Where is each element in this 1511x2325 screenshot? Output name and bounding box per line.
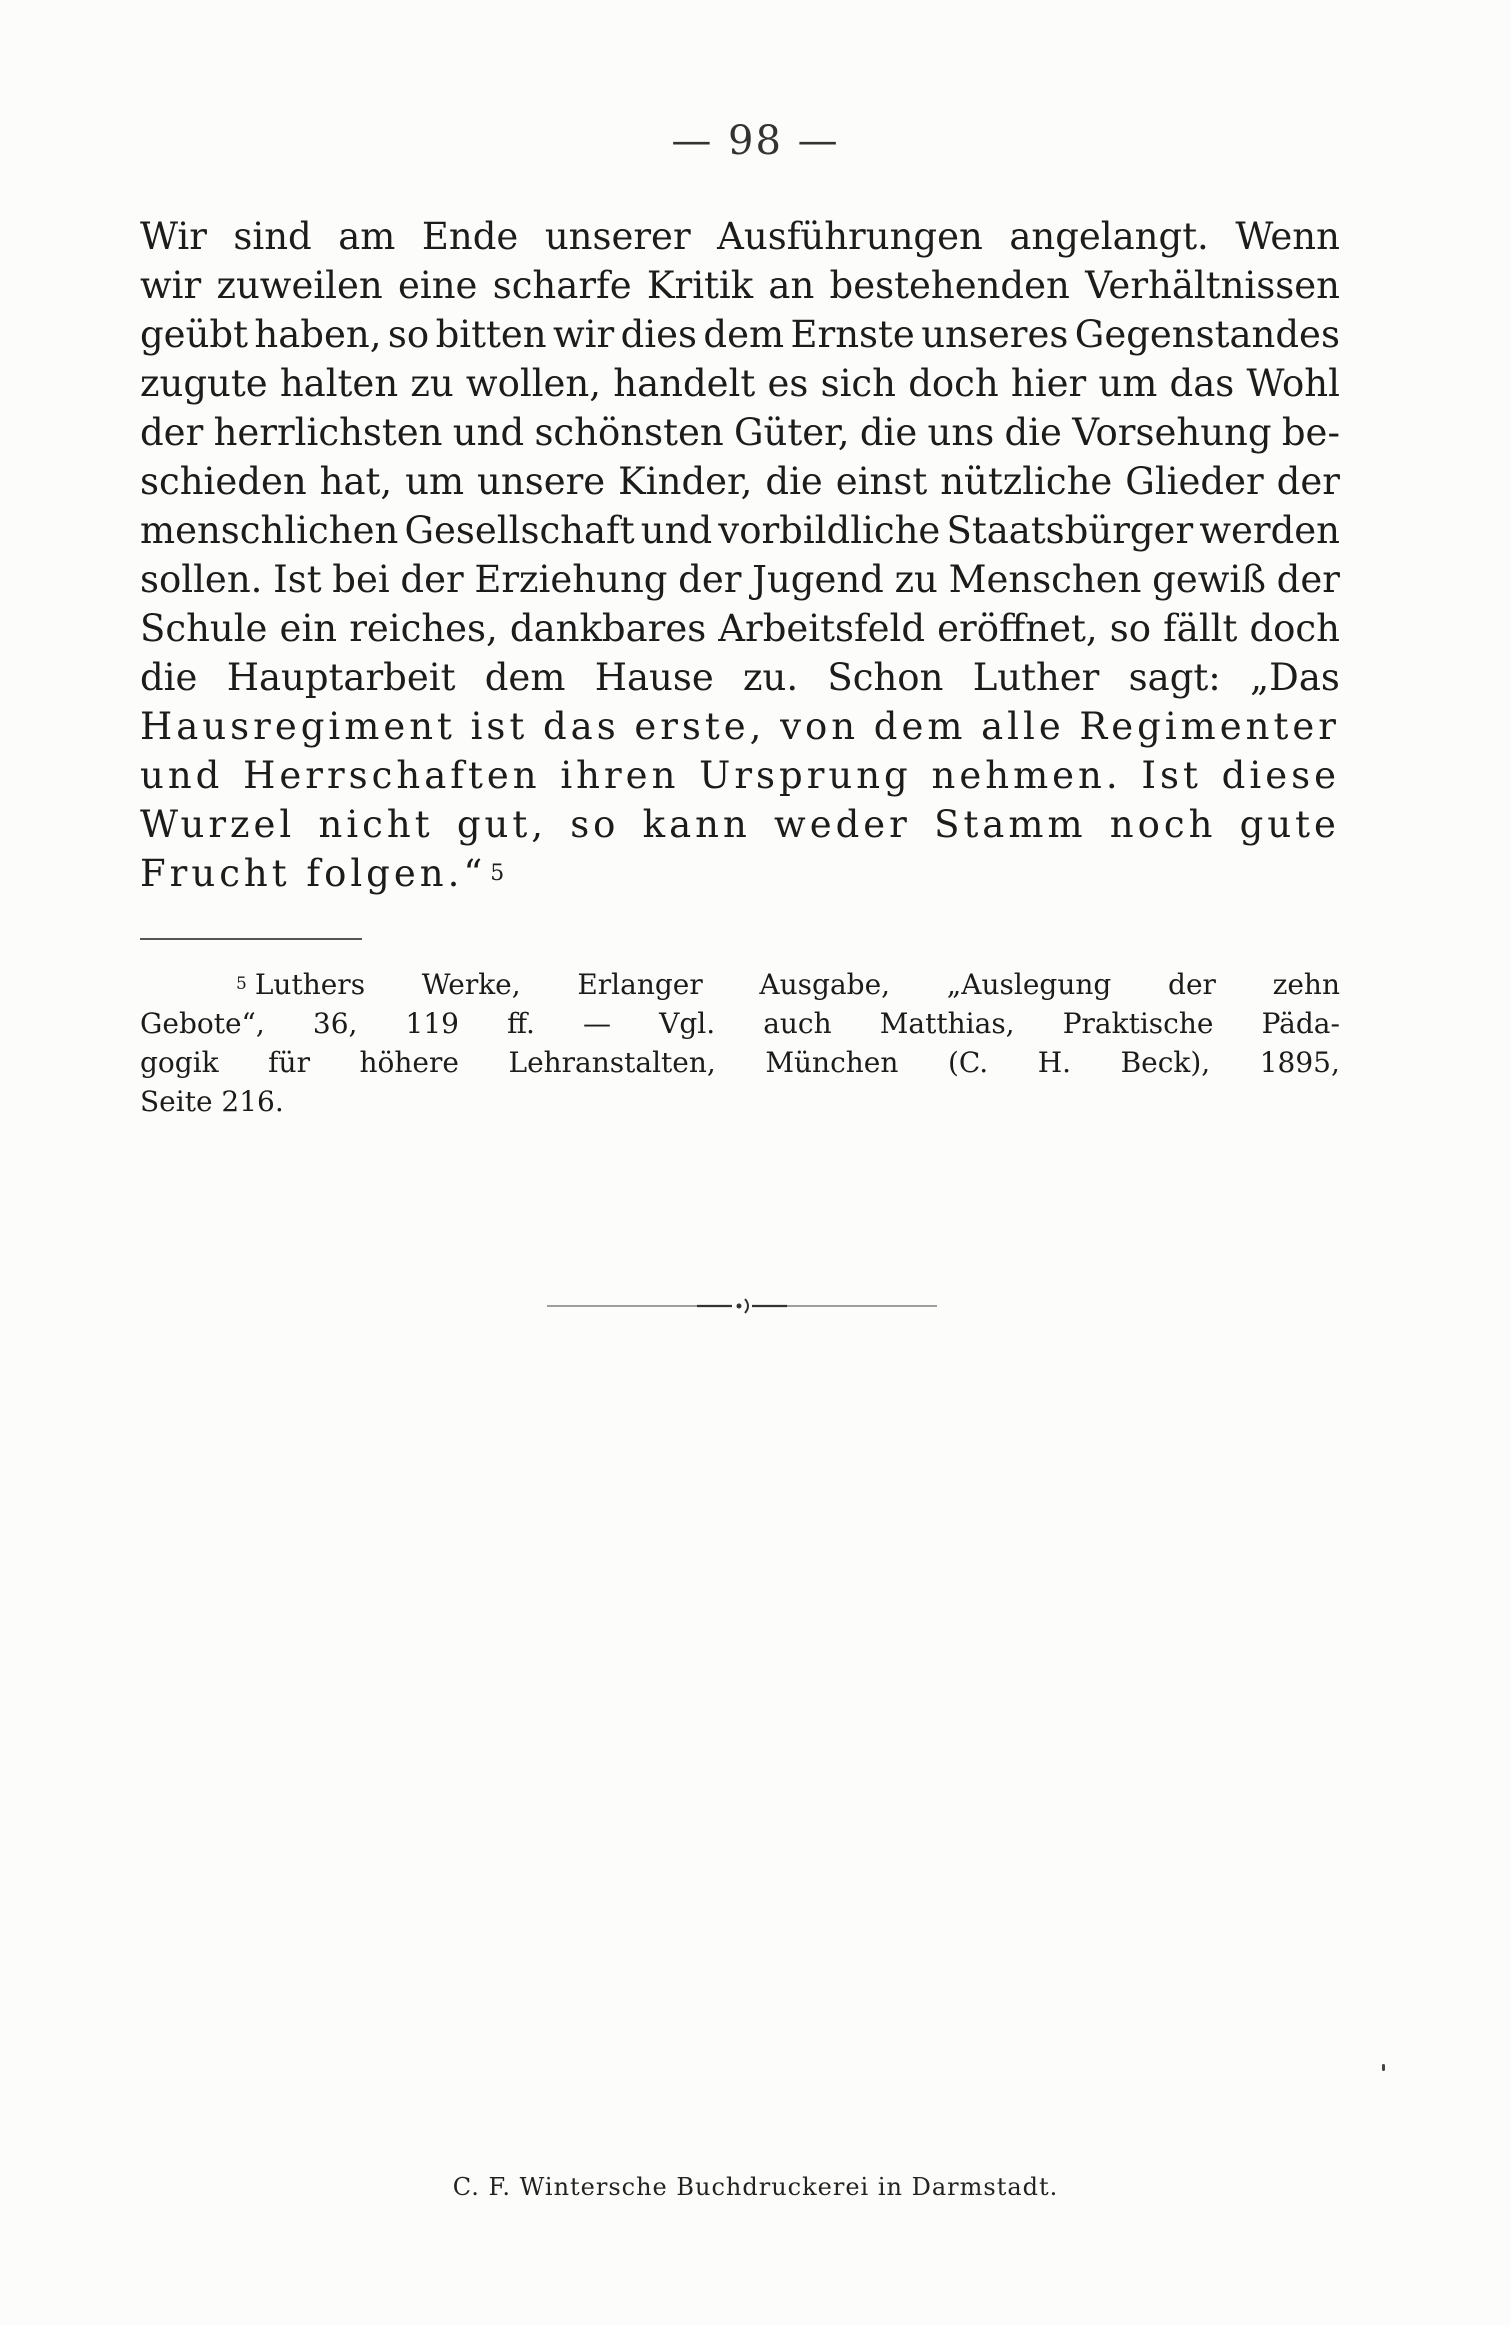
word: gogik: [140, 1046, 219, 1079]
word: am: [338, 215, 396, 258]
word: zu.: [743, 656, 799, 699]
word: haben,: [254, 313, 382, 356]
word: sich: [820, 362, 896, 405]
word: sind: [233, 215, 312, 258]
body-line: [140, 457, 1340, 506]
word: Erlanger: [577, 968, 703, 1001]
word: be-: [1281, 411, 1340, 454]
word: Wohl: [1246, 362, 1340, 405]
word: schieden: [140, 460, 307, 503]
footnote-line: [140, 1004, 1340, 1043]
word: Ernste: [790, 313, 915, 356]
word: Kritik: [646, 264, 754, 307]
word: Schule: [140, 607, 268, 650]
word: 36,: [312, 1007, 358, 1040]
word: Güter,: [733, 411, 850, 454]
word: Vgl.: [659, 1007, 716, 1040]
word: Menschen: [948, 558, 1142, 601]
word: Beck),: [1120, 1046, 1211, 1079]
word: München: [765, 1046, 899, 1079]
word: Päda-: [1261, 1007, 1340, 1040]
word: Hauptarbeit: [226, 656, 456, 699]
word: und: [140, 754, 224, 797]
word: weder: [774, 803, 911, 846]
word: geübt: [140, 313, 248, 356]
word: gute: [1239, 803, 1340, 846]
body-line: [140, 751, 1340, 800]
word: Werke,: [421, 968, 521, 1001]
body-line: [140, 653, 1340, 702]
word: um: [405, 460, 465, 503]
word: herrlichsten: [213, 411, 443, 454]
word: Hausregiment: [140, 705, 456, 748]
word: der: [1168, 968, 1216, 1001]
word: so: [1109, 607, 1152, 650]
word: fällt: [1163, 607, 1238, 650]
word: die: [859, 411, 918, 454]
footnote: [140, 965, 1340, 1121]
word: nehmen.: [931, 754, 1122, 797]
word: unseres: [921, 313, 1069, 356]
word: hier: [1010, 362, 1087, 405]
word: der: [1276, 460, 1340, 503]
end-ornament: [547, 1296, 937, 1316]
word: einst: [835, 460, 928, 503]
word: zu: [410, 362, 454, 405]
word: unserer: [544, 215, 691, 258]
body-line: [140, 359, 1340, 408]
word: der: [678, 558, 742, 601]
body-line-last: [140, 849, 1340, 898]
word: Stamm: [934, 803, 1087, 846]
word: Kinder,: [618, 460, 753, 503]
word: der: [1276, 558, 1340, 601]
body-line: [140, 212, 1340, 261]
body-line: [140, 310, 1340, 359]
word: es: [767, 362, 809, 405]
body-text: [140, 212, 1340, 898]
word: bei: [332, 558, 390, 601]
word: hat,: [319, 460, 393, 503]
word: angelangt.: [1009, 215, 1209, 258]
word: sagt:: [1128, 656, 1221, 699]
word: das: [1169, 362, 1235, 405]
word: Luther: [972, 656, 1100, 699]
word: Schon: [827, 656, 944, 699]
word: unsere: [477, 460, 606, 503]
body-line: [140, 555, 1340, 604]
word: dem: [484, 656, 566, 699]
footnote-line: [140, 1043, 1340, 1082]
word: Ausgabe,: [759, 968, 891, 1001]
word: Ursprung: [699, 754, 912, 797]
word: „Auslegung: [946, 968, 1112, 1001]
word: erste,: [634, 705, 766, 748]
body-line: [140, 800, 1340, 849]
body-line: [140, 408, 1340, 457]
word: handelt: [613, 362, 756, 405]
word: Vorsehung: [1072, 411, 1272, 454]
word: der: [140, 411, 204, 454]
body-line: [140, 506, 1340, 555]
word: 1895,: [1259, 1046, 1340, 1079]
word: wir: [552, 313, 615, 356]
word: Arbeitsfeld: [718, 607, 926, 650]
word: scharfe: [492, 264, 632, 307]
word: das: [542, 705, 620, 748]
word: zehn: [1272, 968, 1340, 1001]
word: doch: [1249, 607, 1340, 650]
word: Herrschaften: [243, 754, 541, 797]
word: eine: [398, 264, 478, 307]
word: um: [1098, 362, 1158, 405]
word: Matthias,: [879, 1007, 1015, 1040]
word: gut,: [456, 803, 547, 846]
word: halten: [279, 362, 399, 405]
word: 119: [405, 1007, 459, 1040]
word: Wir: [140, 215, 207, 258]
word: ihren: [560, 754, 680, 797]
body-line-text: Frucht folgen.“: [140, 852, 487, 895]
word: uns: [927, 411, 995, 454]
word: höhere: [359, 1046, 459, 1079]
footnote-divider: [140, 938, 362, 940]
word: ein: [279, 607, 338, 650]
word: so: [570, 803, 620, 846]
word: doch: [908, 362, 999, 405]
word: sollen.: [140, 558, 263, 601]
word: Praktische: [1062, 1007, 1214, 1040]
word: bestehenden: [829, 264, 1070, 307]
word: Gebote“,: [140, 1007, 265, 1040]
word: (C.: [947, 1046, 989, 1079]
footnote-line-first: [140, 965, 1340, 1004]
footnote-line: Seite 216.: [140, 1085, 284, 1118]
word: ff.: [507, 1007, 535, 1040]
word: die: [765, 460, 823, 503]
body-line: [140, 702, 1340, 751]
word: zuweilen: [216, 264, 383, 307]
body-line: [140, 261, 1340, 310]
word: Hause: [594, 656, 714, 699]
printer-imprint: C. F. Wintersche Buchdruckerei in Darmstadt.: [452, 2173, 1059, 2201]
word: ist: [470, 705, 529, 748]
word: bitten: [435, 313, 547, 356]
word: menschlichen: [140, 509, 399, 552]
word: alle: [981, 705, 1065, 748]
word: Wurzel: [140, 803, 296, 846]
word: von: [780, 705, 860, 748]
word: Erziehung: [474, 558, 668, 601]
word: der: [400, 558, 464, 601]
word: dem: [873, 705, 967, 748]
word: so: [387, 313, 430, 356]
print-speck: [1382, 2064, 1385, 2071]
word: Regimenter: [1079, 705, 1340, 748]
word: Gesellschaft: [404, 509, 635, 552]
word: wir: [140, 264, 202, 307]
word: die: [140, 656, 198, 699]
footnote-line-text: [255, 965, 1340, 1004]
word: eröffnet,: [937, 607, 1098, 650]
word: nützliche: [940, 460, 1113, 503]
word: Wenn: [1235, 215, 1340, 258]
word: nicht: [318, 803, 434, 846]
word: „Das: [1250, 656, 1340, 699]
word: Gegenstandes: [1074, 313, 1340, 356]
word: die: [1004, 411, 1062, 454]
word: Verhältnissen: [1085, 264, 1340, 307]
word: für: [268, 1046, 310, 1079]
body-line: [140, 604, 1340, 653]
footnote-marker: [236, 965, 247, 1004]
word: auch: [763, 1007, 832, 1040]
word: Ende: [421, 215, 519, 258]
word: werden: [1199, 509, 1340, 552]
word: —: [582, 1007, 611, 1040]
word: Jugend: [752, 558, 884, 601]
page-number: — 98 —: [671, 118, 840, 164]
word: Lehranstalten,: [508, 1046, 716, 1079]
word: 5: [236, 974, 247, 994]
word: gewiß: [1152, 558, 1266, 601]
word: kann: [642, 803, 751, 846]
word: noch: [1109, 803, 1217, 846]
word: wollen,: [465, 362, 602, 405]
word: diese: [1221, 754, 1340, 797]
word: Ausführungen: [717, 215, 983, 258]
word: Ist: [1141, 754, 1202, 797]
word: reiches,: [349, 607, 498, 650]
word: dankbares: [509, 607, 707, 650]
word: Glieder: [1125, 460, 1264, 503]
word: dem: [703, 313, 785, 356]
word: Luthers: [254, 968, 366, 1001]
word: schönsten: [534, 411, 724, 454]
footnote-reference: 5: [490, 861, 509, 886]
word: zugute: [140, 362, 268, 405]
word: H.: [1037, 1046, 1072, 1079]
word: zu: [894, 558, 938, 601]
word: und: [452, 411, 525, 454]
word: an: [768, 264, 815, 307]
word: vorbildliche: [718, 509, 941, 552]
word: Ist: [273, 558, 322, 601]
word: und: [640, 509, 713, 552]
word: dies: [620, 313, 697, 356]
word: Staatsbürger: [946, 509, 1194, 552]
